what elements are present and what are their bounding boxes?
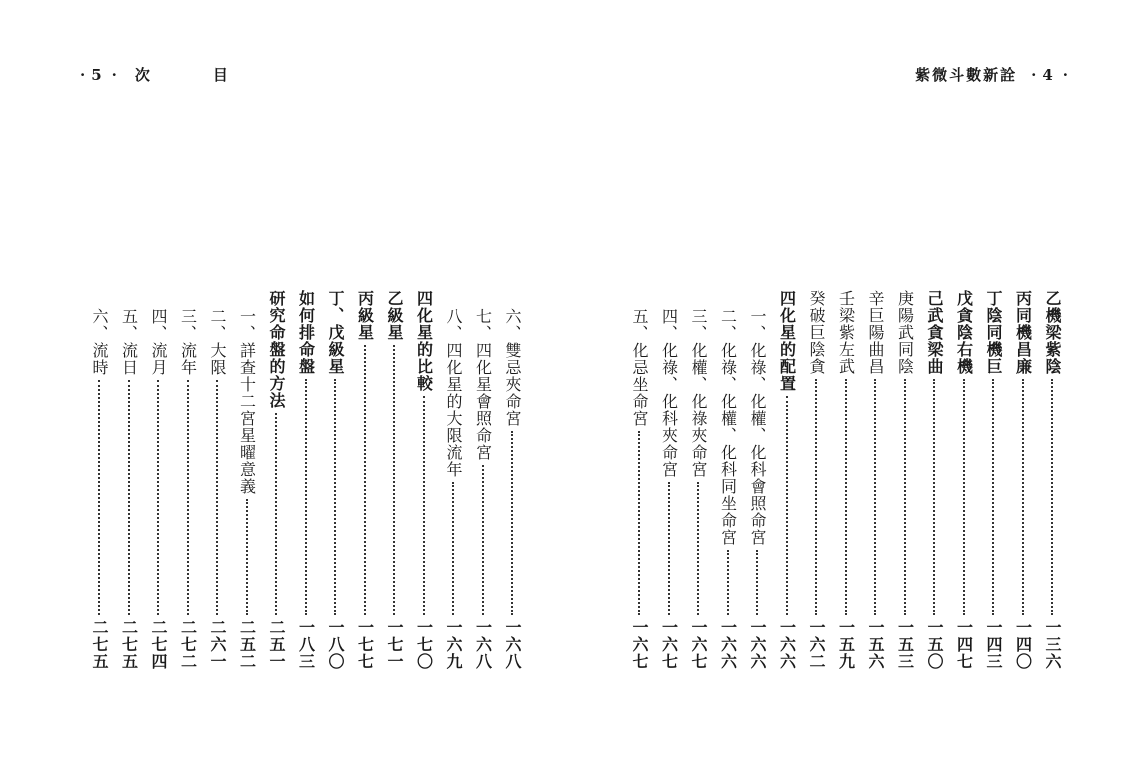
toc-entry-label: 乙機梁紫陰: [1043, 290, 1062, 375]
toc-entry-label: 三、流年: [178, 308, 198, 376]
toc-entry-page: 一六二: [807, 619, 826, 670]
toc-entry: [1040, 290, 1064, 670]
toc-entry-label: 四化星的比較: [414, 290, 434, 392]
toc-entry: [804, 290, 828, 670]
toc-entry-label: 五、化忌坐命宮: [630, 308, 649, 427]
right-page-title: 紫微斗數新詮: [915, 66, 1018, 84]
left-page-title: 次 目: [134, 66, 252, 84]
toc-entry: [1011, 290, 1035, 670]
toc-entry-label: 二、化祿、化權、化科同坐命宮: [718, 308, 738, 546]
dot-leader: [216, 380, 218, 615]
toc-entry-page: 一五〇: [925, 619, 944, 670]
right-page-number: 4: [1042, 66, 1063, 84]
dot-leader: [98, 380, 100, 615]
toc-entry-page: 一七七: [355, 619, 375, 670]
toc-entry-label: 壬梁紫左武: [836, 290, 856, 375]
toc-entry-page: 二五一: [267, 619, 286, 670]
toc-entry-label: 三、化權、化祿夾命宮: [689, 308, 708, 478]
toc-entry-page: 一七一: [385, 619, 404, 670]
toc-entry-label: 丙級星: [355, 290, 375, 341]
toc-entry-page: 一五三: [895, 619, 915, 670]
toc-entry-page: 一六九: [444, 619, 463, 670]
toc-entry-label: 八、四化星的大限流年: [444, 308, 463, 478]
toc-entry-label: 六、雙忌夾命宮: [503, 308, 522, 427]
toc-entry-label: 四化星的配置: [777, 290, 797, 392]
dot-leader: [364, 345, 366, 615]
toc-entry-label: 七、四化星會照命宮: [473, 308, 493, 461]
toc-entry: [922, 290, 946, 670]
toc-entry-label: 二、大限: [208, 308, 227, 376]
dot-leader: [1051, 379, 1053, 615]
toc-entry: [834, 290, 858, 670]
right-page-header: 紫微斗數新詮 ·4·: [915, 66, 1074, 84]
toc-entry-page: 一六七: [689, 619, 708, 670]
dot-leader: [187, 380, 189, 615]
toc-entry-page: 一六八: [473, 619, 493, 670]
dot-leader: [246, 499, 248, 615]
toc-entry-label: 四、流月: [149, 308, 168, 376]
dot-leader: [275, 413, 277, 615]
toc-entry: [893, 290, 917, 670]
dot-leader: [334, 379, 336, 615]
dot-leader: [933, 379, 935, 615]
toc-entry: [441, 290, 465, 670]
toc-entry-label: 癸破巨陰貪: [807, 290, 826, 375]
dot-leader: [786, 396, 788, 615]
toc-entry-page: 二七二: [178, 619, 198, 670]
toc-entry-page: 一六七: [630, 619, 649, 670]
toc-entry-page: 二七五: [119, 619, 139, 670]
toc-entry-page: 一六六: [748, 619, 767, 670]
toc-entry: [176, 290, 200, 670]
toc-entry-label: 如何排命盤: [296, 290, 316, 375]
dot-leader: [511, 431, 513, 615]
dot-leader: [638, 431, 640, 615]
toc-entry-page: 一六六: [718, 619, 738, 670]
toc-entry-page: 一五九: [836, 619, 856, 670]
left-page-header: ·5· 次 目: [80, 66, 252, 84]
toc-entry: [264, 290, 288, 670]
toc-entry-page: 二七四: [149, 619, 168, 670]
toc-entry: [205, 290, 229, 670]
dot-leader: [423, 396, 425, 615]
toc-entry-page: 二五二: [237, 619, 257, 670]
toc-entry: [686, 290, 710, 670]
dot-leader: [727, 550, 729, 615]
toc-entry: [500, 290, 524, 670]
toc-entry: [235, 290, 259, 670]
dot-leader: [963, 379, 965, 615]
toc-entry: [716, 290, 740, 670]
toc-entry: [657, 290, 681, 670]
toc-entry-label: 丁、戊級星: [326, 290, 345, 375]
dot-leader: [845, 379, 847, 615]
dot-leader: [305, 379, 307, 615]
toc-entry-page: 一八三: [296, 619, 316, 670]
toc-entry-page: 一七〇: [414, 619, 434, 670]
toc-entry-label: 庚陽武同陰: [895, 290, 915, 375]
left-page-number: 5: [91, 66, 112, 84]
toc-entry: [627, 290, 651, 670]
toc-entry-page: 二七五: [90, 619, 109, 670]
toc-entry-page: 一三六: [1043, 619, 1062, 670]
dot-leader: [668, 482, 670, 615]
dot-leader: [452, 482, 454, 615]
toc-entry-page: 一八〇: [326, 619, 345, 670]
dot-leader: [393, 345, 395, 615]
toc-entry-page: 一四三: [984, 619, 1003, 670]
toc-entry: [471, 290, 495, 670]
toc-entry-label: 己武貪梁曲: [925, 290, 944, 375]
toc-entry: [952, 290, 976, 670]
dot-leader: [874, 379, 876, 615]
dot-leader: [157, 380, 159, 615]
dot-leader: [1022, 379, 1024, 615]
toc-entry: [294, 290, 318, 670]
toc-entry-page: 一五六: [866, 619, 885, 670]
toc-entry-page: 二六一: [208, 619, 227, 670]
dot-leader: [482, 465, 484, 615]
toc-entry: [745, 290, 769, 670]
toc-entry-label: 辛巨陽曲昌: [866, 290, 885, 375]
toc-entry-label: 五、流日: [119, 308, 139, 376]
toc-entry-page: 一四七: [954, 619, 974, 670]
dot-leader: [992, 379, 994, 615]
toc-entry-label: 丙同機昌廉: [1013, 290, 1033, 375]
toc-entry: [146, 290, 170, 670]
toc-entry-label: 丁陰同機巨: [984, 290, 1003, 375]
toc-entry-label: 研究命盤的方法: [267, 290, 286, 409]
toc-entry: [117, 290, 141, 670]
toc-entry-page: 一六七: [659, 619, 679, 670]
toc-entry: [382, 290, 406, 670]
dot-leader: [697, 482, 699, 615]
toc-entry: [323, 290, 347, 670]
toc-entry-label: 六、流時: [90, 308, 109, 376]
toc-entry-page: 一六六: [777, 619, 797, 670]
toc-entry: [87, 290, 111, 670]
toc-entry-label: 戊貪陰右機: [954, 290, 974, 375]
dot-leader: [756, 550, 758, 615]
toc-entry-label: 一、化祿、化權、化科會照命宮: [748, 308, 767, 546]
toc-entry-page: 一四〇: [1013, 619, 1033, 670]
dot-leader: [904, 379, 906, 615]
dot-leader: [815, 379, 817, 615]
toc-entry: [353, 290, 377, 670]
toc-entry: [412, 290, 436, 670]
toc-entry: [981, 290, 1005, 670]
toc-entry: [775, 290, 799, 670]
toc-entry-label: 乙級星: [385, 290, 404, 341]
dot-leader: [128, 380, 130, 615]
toc-entry-page: 一六八: [503, 619, 522, 670]
toc-entry-label: 四、化祿、化科夾命宮: [659, 308, 679, 478]
toc-entry-label: 一、詳查十二宮星曜意義: [237, 308, 257, 495]
toc-entry: [863, 290, 887, 670]
